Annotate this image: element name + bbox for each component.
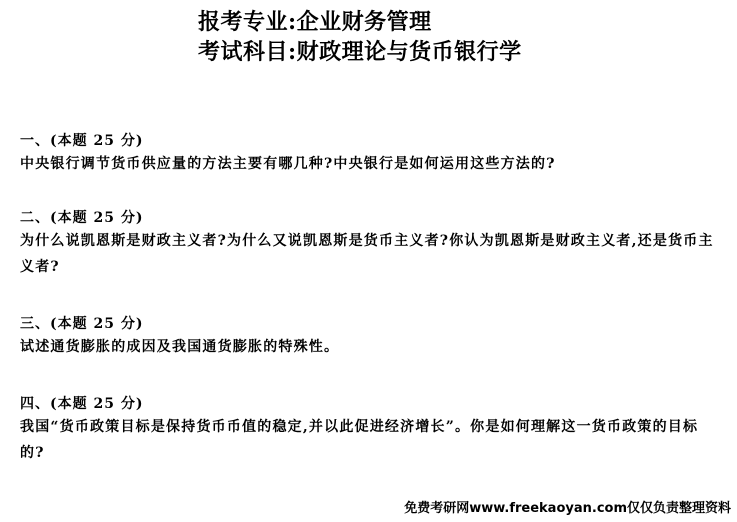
question-body: 试述通货膨胀的成因及我国通货膨胀的特殊性。 [20,339,340,355]
question-heading: 四、(本题 25 分) [20,396,144,412]
question-heading: 一、(本题 25 分) [20,133,144,149]
subject-title: 考试科目:财政理论与货币银行学 [198,39,522,65]
question-4 [20,394,720,466]
question-body: 中央银行调节货币供应量的方法主要有哪几种?中央银行是如何运用这些方法的? [20,156,556,172]
question-heading: 三、(本题 25 分) [20,316,144,332]
question-body: 为什么说凯恩斯是财政主义者?为什么又说凯恩斯是货币主义者?你认为凯恩斯是财政主义者,还是货币主义者? [20,233,714,275]
question-1 [20,131,720,177]
question-body: 我国“货币政策目标是保持货币币值的稳定,并以此促进经济增长”。你是如何理解这一货币政策的目标的? [20,419,699,461]
question-2 [20,208,720,280]
major-title: 报考专业:企业财务管理 [198,9,432,35]
footer-watermark: 免费考研网www.freekaoyan.com仅仅负责整理资料 [404,501,731,516]
question-heading: 二、(本题 25 分) [20,210,144,226]
question-3 [20,314,720,360]
